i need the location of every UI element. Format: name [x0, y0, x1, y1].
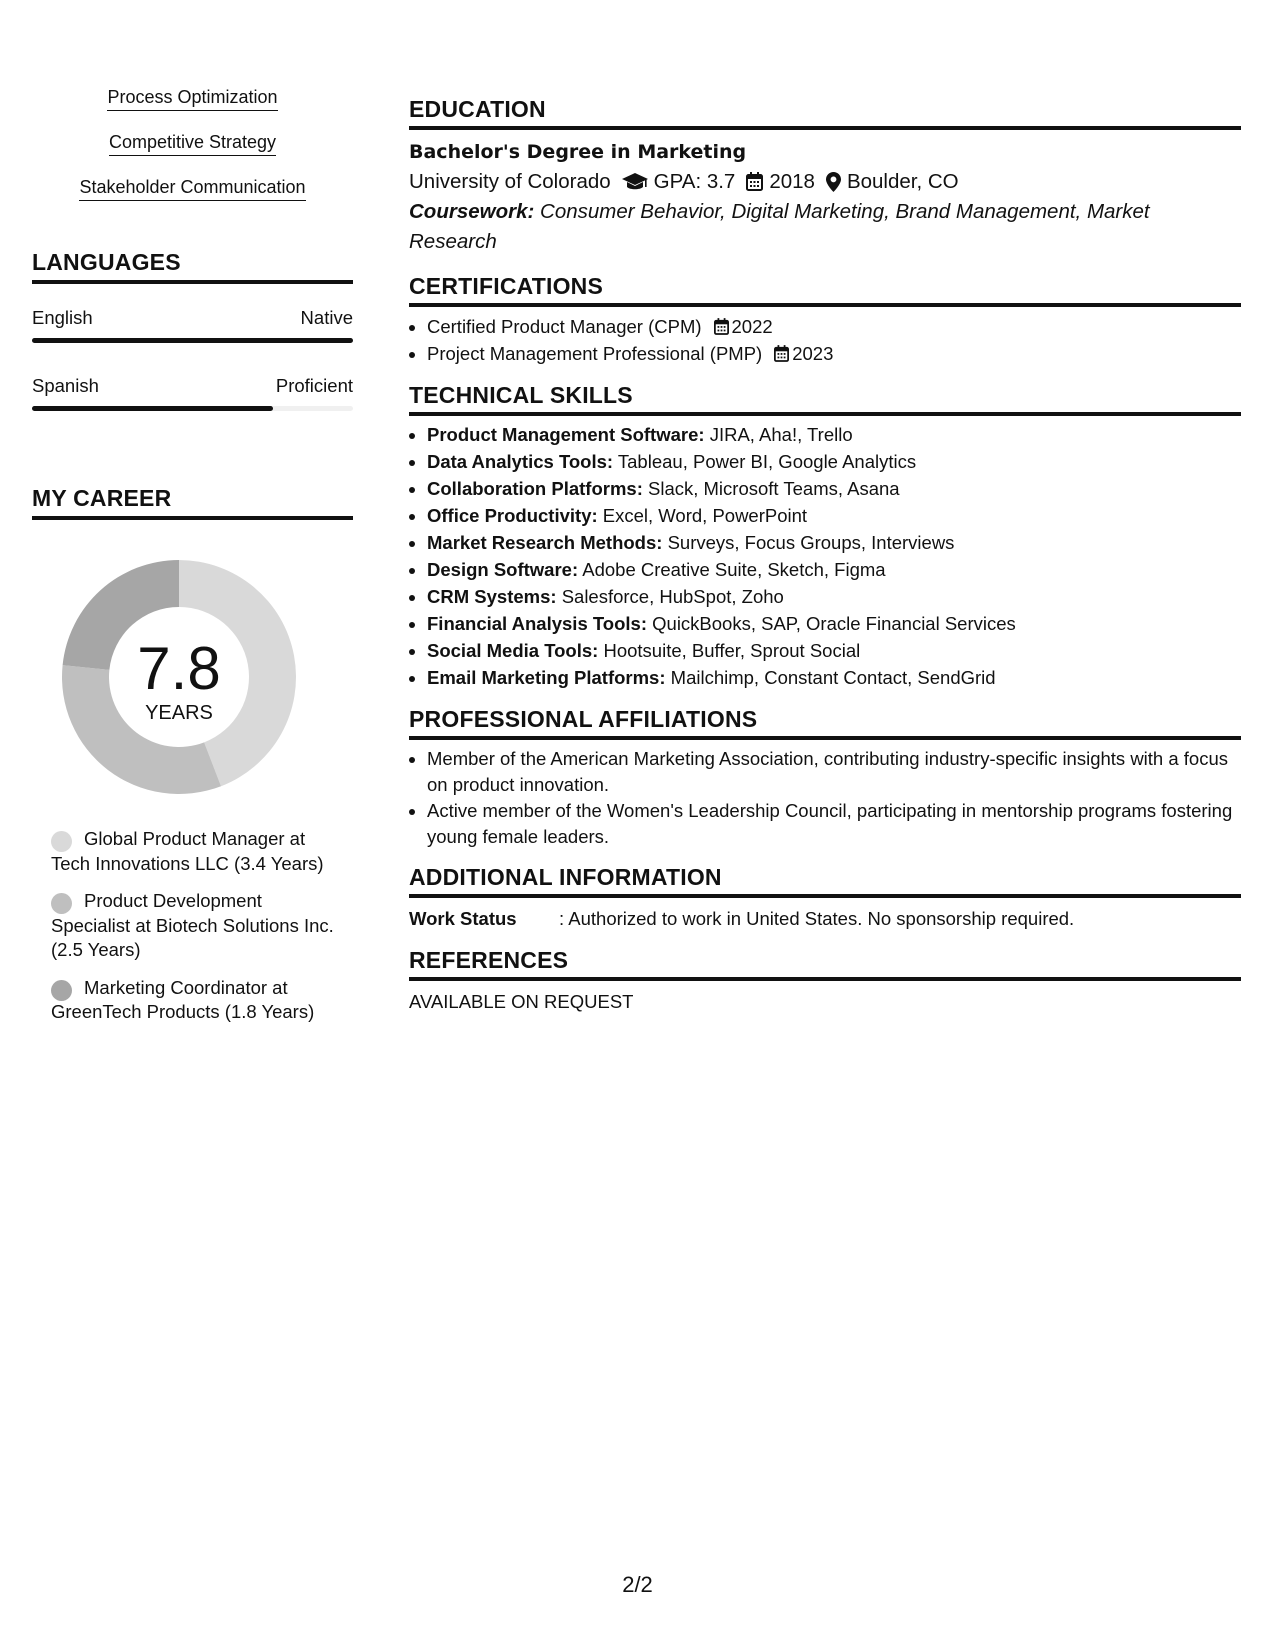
technical-skills-list [409, 421, 1241, 691]
skill-item [427, 421, 1241, 448]
career-heading: MY CAREER [32, 485, 353, 520]
affiliations-section [409, 706, 1241, 849]
language-name: Spanish [32, 375, 99, 396]
career-legend-item [32, 827, 336, 876]
language-item [32, 307, 353, 343]
skill-values: Tableau, Power BI, Google Analytics [617, 451, 917, 472]
language-name: English [32, 307, 93, 328]
additional-info-heading: ADDITIONAL INFORMATION [409, 864, 1241, 898]
school-name: University of Colorado [409, 170, 611, 193]
language-level: Native [300, 307, 353, 328]
career-donut [55, 553, 303, 801]
skill-category: Financial Analysis Tools: [427, 613, 647, 634]
languages-section [32, 249, 353, 411]
calendar-icon [746, 172, 763, 191]
language-bar [32, 406, 353, 411]
skill-values: Hootsuite, Buffer, Sprout Social [603, 640, 861, 661]
skill-item [427, 637, 1241, 664]
skill-values: Excel, Word, PowerPoint [602, 505, 808, 526]
skill-values: JIRA, Aha!, Trello [709, 424, 853, 445]
skill-item [427, 556, 1241, 583]
certifications-list [409, 313, 1241, 367]
affiliation-item: • Active member of the Women's Leadership Council, participating in mentorship programs fostering young female leaders. [427, 798, 1241, 849]
graduation-cap-icon [622, 173, 648, 191]
skill-category: Office Productivity: [427, 505, 598, 526]
certification-item [427, 340, 1241, 367]
skill-item [427, 448, 1241, 475]
work-status-row [409, 907, 1241, 931]
certification-name: • Certified Product Manager (CPM) [427, 316, 702, 337]
skill-item [427, 583, 1241, 610]
skill-tags [32, 86, 353, 221]
career-legend-item [32, 976, 336, 1025]
graduation-year: 2018 [769, 170, 815, 193]
skill-item [427, 475, 1241, 502]
degree-title: Bachelor's Degree in Marketing [409, 141, 747, 163]
skill-category: Design Software: [427, 559, 579, 580]
skill-values: Surveys, Focus Groups, Interviews [667, 532, 955, 553]
calendar-icon [774, 345, 789, 362]
skill-category: CRM Systems: [427, 586, 557, 607]
certification-item [427, 313, 1241, 340]
certifications-heading: CERTIFICATIONS [409, 273, 1241, 307]
location-pin-icon [826, 172, 841, 192]
legend-dot-icon [51, 831, 72, 852]
career-section [32, 485, 353, 1025]
career-job-label: Global Product Manager at Tech Innovations LLC (3.4 Years) [51, 828, 324, 874]
education-location: Boulder, CO [846, 170, 959, 193]
career-legend-item [32, 889, 336, 963]
education-heading: EDUCATION [409, 96, 1241, 130]
skill-values: Slack, Microsoft Teams, Asana [648, 478, 900, 499]
skill-category: Data Analytics Tools: [427, 451, 614, 472]
technical-skills-section [409, 382, 1241, 691]
skill-category: Product Management Software: [427, 424, 705, 445]
work-status-value: : Authorized to work in United States. No sponsorship required. [559, 908, 1075, 929]
coursework-label: Coursework: [409, 200, 535, 223]
language-level: Proficient [275, 375, 353, 396]
skill-tag: Competitive Strategy [109, 131, 276, 156]
language-item [32, 375, 353, 411]
career-total: 7.8 [137, 635, 221, 702]
calendar-icon [714, 318, 729, 335]
skill-tag: Process Optimization [107, 86, 277, 111]
main-content [409, 96, 1241, 1014]
skill-values: Mailchimp, Constant Contact, SendGrid [670, 667, 996, 688]
certification-name: • Project Management Professional (PMP) [427, 343, 763, 364]
language-bar-fill [32, 406, 273, 411]
coursework [409, 197, 1241, 257]
education-details [409, 166, 1241, 197]
affiliations-list [409, 746, 1241, 849]
additional-info-section [409, 864, 1241, 931]
references-section [409, 947, 1241, 1014]
language-bar [32, 338, 353, 343]
affiliation-item: • Member of the American Marketing Association, contributing industry-specific insights with a focus on product innovation. [427, 746, 1241, 797]
skill-tag: Stakeholder Communication [79, 176, 305, 201]
certifications-section [409, 273, 1241, 367]
gpa: GPA: 3.7 [653, 170, 736, 193]
coursework-list: Consumer Behavior, Digital Marketing, Brand Management, Market Research [409, 200, 1150, 253]
language-bar-fill [32, 338, 353, 343]
legend-dot-icon [51, 980, 72, 1001]
career-job-label: Marketing Coordinator at GreenTech Products (1.8 Years) [51, 976, 315, 1022]
sidebar [32, 86, 353, 1025]
skill-values: Adobe Creative Suite, Sketch, Figma [582, 559, 886, 580]
education-section [409, 96, 1241, 257]
page-number: 2/2 [622, 1572, 653, 1597]
skill-item [427, 664, 1241, 691]
references-text: AVAILABLE ON REQUEST [409, 991, 634, 1012]
certification-year: 2022 [731, 316, 773, 337]
references-heading: REFERENCES [409, 947, 1241, 981]
career-job-label: Product Development Specialist at Biotech Solutions Inc. (2.5 Years) [51, 890, 334, 960]
skill-item [427, 610, 1241, 637]
legend-dot-icon [51, 893, 72, 914]
skill-values: Salesforce, HubSpot, Zoho [561, 586, 784, 607]
affiliations-heading: PROFESSIONAL AFFILIATIONS [409, 706, 1241, 740]
certification-year: 2023 [792, 343, 834, 364]
skill-item [427, 529, 1241, 556]
skill-category: Market Research Methods: [427, 532, 663, 553]
technical-skills-heading: TECHNICAL SKILLS [409, 382, 1241, 416]
skill-item [427, 502, 1241, 529]
skill-category: Collaboration Platforms: [427, 478, 643, 499]
skill-values: QuickBooks, SAP, Oracle Financial Services [652, 613, 1016, 634]
career-unit: YEARS [145, 702, 213, 724]
career-legend [32, 827, 353, 1025]
skill-category: Social Media Tools: [427, 640, 599, 661]
languages-heading: LANGUAGES [32, 249, 353, 284]
work-status-label: Work Status [409, 908, 517, 929]
skill-category: Email Marketing Platforms: [427, 667, 666, 688]
